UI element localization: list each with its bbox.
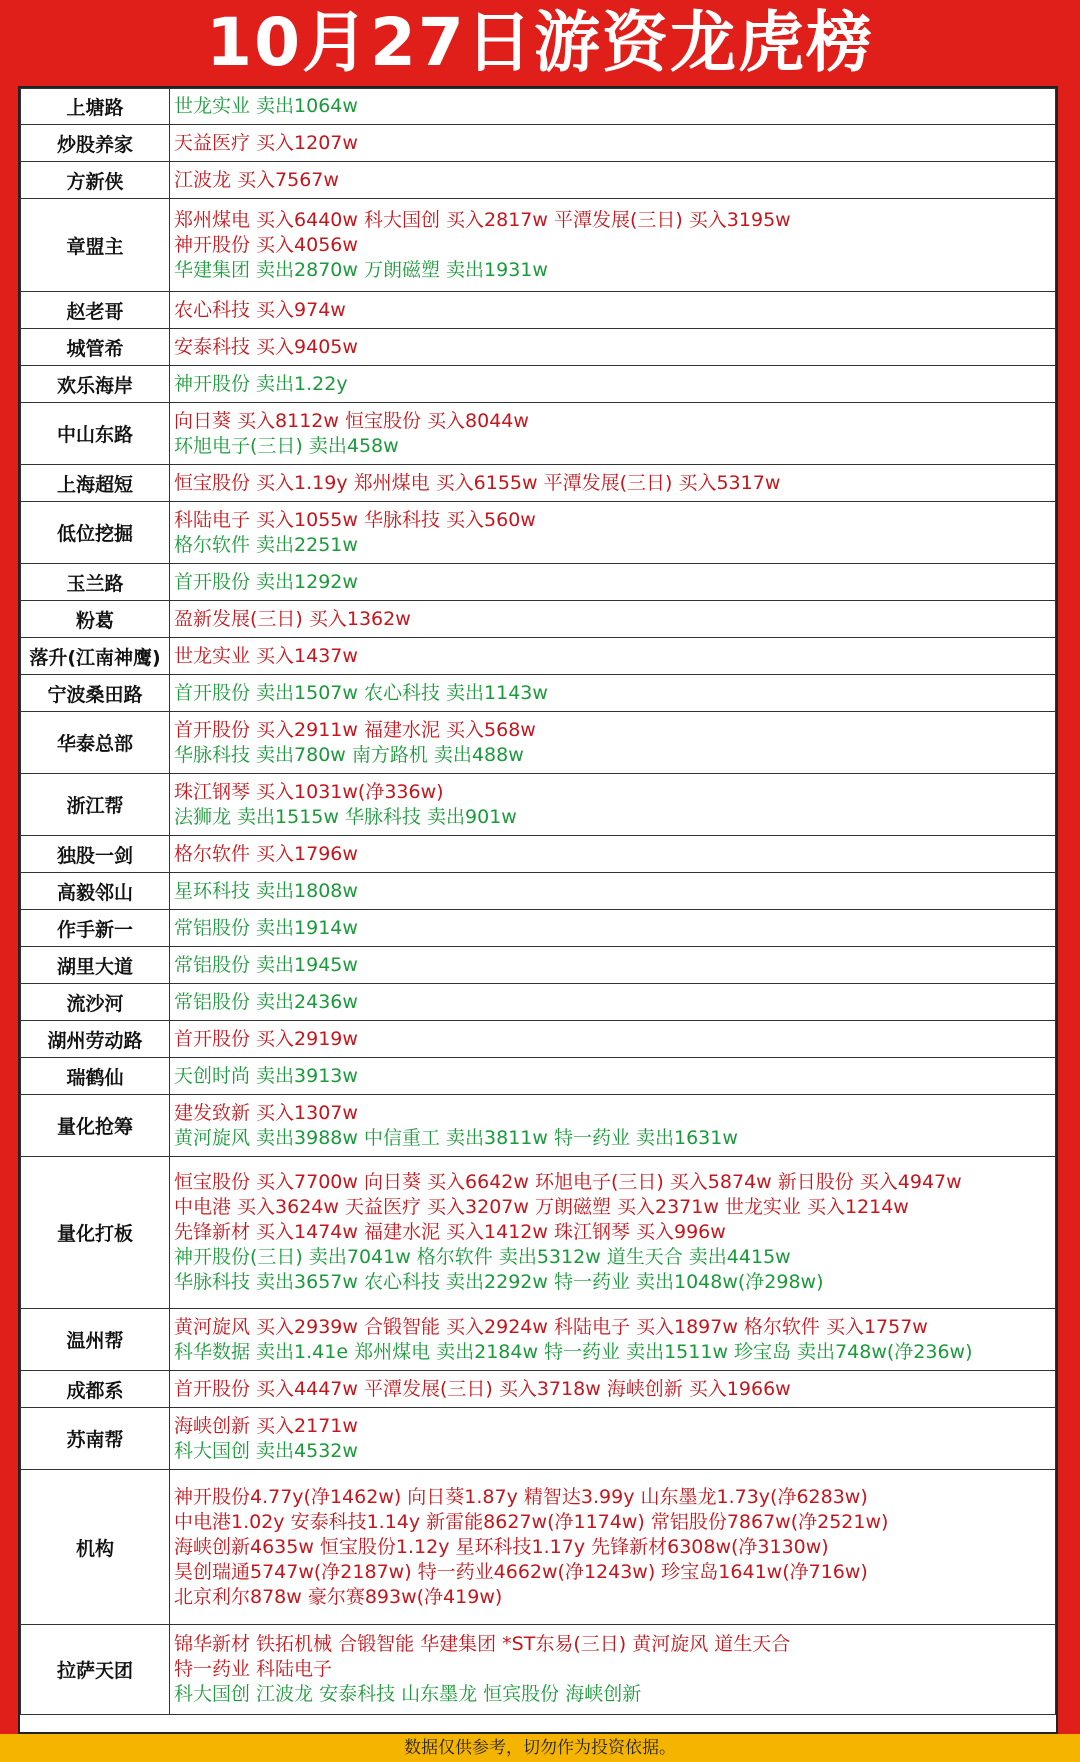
trader-name: 章盟主	[21, 199, 170, 292]
buy-line: 先锋新材 买入1474w 福建水泥 买入1412w 珠江钢琴 买入996w	[174, 1221, 726, 1243]
sell-line: 黄河旋风 卖出3988w 中信重工 卖出3811w 特一药业 卖出1631w	[174, 1126, 738, 1149]
trade-details	[170, 873, 1056, 910]
sell-line: 首开股份 卖出1507w 农心科技 卖出1143w	[174, 681, 548, 704]
trade-details	[170, 329, 1056, 366]
buy-line: 首开股份 买入2911w 福建水泥 买入568w	[174, 718, 536, 741]
buy-line: 北京利尔878w 豪尔赛893w(净419w)	[174, 1585, 503, 1608]
trade-details	[170, 125, 1056, 162]
trade-details	[170, 836, 1056, 873]
sell-line: 华建集团 卖出2870w 万朗磁塑 卖出1931w	[174, 258, 548, 281]
sell-line: 科大国创 江波龙 安泰科技 山东墨龙 恒宾股份 海峡创新	[174, 1683, 642, 1705]
trader-name: 粉葛	[21, 601, 170, 638]
table-row	[21, 366, 1056, 403]
sell-line: 华脉科技 卖出3657w 农心科技 卖出2292w 特一药业 卖出1048w(净298w)	[174, 1271, 824, 1293]
page-title: 10月27日游资龙虎榜	[206, 4, 874, 81]
trader-name: 量化打板	[21, 1157, 170, 1309]
sell-line: 法狮龙 卖出1515w 华脉科技 卖出901w	[174, 805, 517, 828]
trade-details	[170, 162, 1056, 199]
trade-details	[170, 89, 1056, 125]
trade-details	[170, 910, 1056, 947]
trader-name: 玉兰路	[21, 564, 170, 601]
trade-details	[170, 601, 1056, 638]
sell-line: 格尔软件 卖出2251w	[174, 533, 358, 556]
buy-line: 安泰科技 买入9405w	[174, 335, 358, 358]
trader-table-body	[21, 89, 1056, 1715]
trade-details	[170, 1371, 1056, 1408]
trader-name: 浙江帮	[21, 774, 170, 836]
buy-line: 珠江钢琴 买入1031w(净336w)	[174, 780, 444, 803]
table-row	[21, 675, 1056, 712]
buy-line: 神开股份4.77y(净1462w) 向日葵1.87y 精智达3.99y 山东墨龙1.73y(净6283w)	[174, 1485, 868, 1508]
sell-line: 环旭电子(三日) 卖出458w	[174, 434, 399, 457]
trader-name: 湖里大道	[21, 947, 170, 984]
trader-name: 苏南帮	[21, 1408, 170, 1470]
sell-line: 华脉科技 卖出780w 南方路机 卖出488w	[174, 743, 524, 766]
table-row	[21, 1625, 1056, 1715]
buy-line: 首开股份 买入2919w	[174, 1027, 358, 1050]
trade-details	[170, 1021, 1056, 1058]
trader-name: 瑞鹤仙	[21, 1058, 170, 1095]
trader-table	[20, 88, 1056, 1715]
trade-details	[170, 774, 1056, 836]
sell-line: 神开股份(三日) 卖出7041w 格尔软件 卖出5312w 道生天合 卖出4415w	[174, 1246, 791, 1268]
trade-details	[170, 1470, 1056, 1625]
trader-name: 方新侠	[21, 162, 170, 199]
buy-line: 特一药业 科陆电子	[174, 1658, 333, 1680]
table-row	[21, 199, 1056, 292]
trader-name: 成都系	[21, 1371, 170, 1408]
table-row	[21, 564, 1056, 601]
trade-details	[170, 1309, 1056, 1371]
buy-line: 锦华新材 铁拓机械 合锻智能 华建集团 *ST东易(三日) 黄河旋风 道生天合	[174, 1633, 791, 1655]
table-row	[21, 836, 1056, 873]
table-row	[21, 465, 1056, 502]
trader-name: 机构	[21, 1470, 170, 1625]
trader-name: 低位挖掘	[21, 502, 170, 564]
table-row	[21, 89, 1056, 125]
table-row	[21, 712, 1056, 774]
trader-name: 上塘路	[21, 89, 170, 125]
trader-name: 中山东路	[21, 403, 170, 465]
trader-name: 赵老哥	[21, 292, 170, 329]
disclaimer: 数据仅供参考，切勿作为投资依据。	[0, 1734, 1080, 1762]
sell-line: 常铝股份 卖出2436w	[174, 990, 358, 1013]
trader-name: 量化抢筹	[21, 1095, 170, 1157]
trade-details	[170, 712, 1056, 774]
buy-line: 恒宝股份 买入1.19y 郑州煤电 买入6155w 平潭发展(三日) 买入5317w	[174, 471, 781, 494]
trade-details	[170, 984, 1056, 1021]
table-row	[21, 774, 1056, 836]
buy-line: 中电港 买入3624w 天益医疗 买入3207w 万朗磁塑 买入2371w 世龙实业 买入1214w	[174, 1196, 909, 1218]
table-row	[21, 162, 1056, 199]
buy-line: 海峡创新4635w 恒宝股份1.12y 星环科技1.17y 先锋新材6308w(净3130w)	[174, 1535, 829, 1558]
table-row	[21, 638, 1056, 675]
buy-line: 郑州煤电 买入6440w 科大国创 买入2817w 平潭发展(三日) 买入3195w	[174, 208, 791, 231]
trader-name: 上海超短	[21, 465, 170, 502]
table-row	[21, 502, 1056, 564]
sell-line: 世龙实业 卖出1064w	[174, 95, 358, 117]
table-row	[21, 1408, 1056, 1470]
trader-name: 城管希	[21, 329, 170, 366]
table-row	[21, 873, 1056, 910]
trade-details	[170, 675, 1056, 712]
trade-details	[170, 366, 1056, 403]
buy-line: 向日葵 买入8112w 恒宝股份 买入8044w	[174, 409, 529, 432]
dragon-tiger-board	[18, 86, 1058, 1734]
buy-line: 天益医疗 买入1207w	[174, 131, 358, 154]
trade-details	[170, 1157, 1056, 1309]
buy-line: 黄河旋风 买入2939w 合锻智能 买入2924w 科陆电子 买入1897w 格尔软件 买入1757w	[174, 1315, 928, 1338]
trader-name: 湖州劳动路	[21, 1021, 170, 1058]
sell-line: 科华数据 卖出1.41e 郑州煤电 卖出2184w 特一药业 卖出1511w 珍宝岛 卖出748w(净236w)	[174, 1340, 973, 1363]
buy-line: 建发致新 买入1307w	[174, 1101, 358, 1124]
buy-line: 江波龙 买入7567w	[174, 168, 339, 191]
trader-name: 炒股养家	[21, 125, 170, 162]
trade-details	[170, 1408, 1056, 1470]
table-row	[21, 329, 1056, 366]
trade-details	[170, 564, 1056, 601]
sell-line: 常铝股份 卖出1914w	[174, 916, 358, 939]
sell-line: 首开股份 卖出1292w	[174, 570, 358, 593]
trade-details	[170, 199, 1056, 292]
trade-details	[170, 1058, 1056, 1095]
trader-name: 温州帮	[21, 1309, 170, 1371]
trade-details	[170, 403, 1056, 465]
trade-details	[170, 1625, 1056, 1715]
table-row	[21, 910, 1056, 947]
table-row	[21, 125, 1056, 162]
table-row	[21, 292, 1056, 329]
table-row	[21, 984, 1056, 1021]
table-row	[21, 1309, 1056, 1371]
trader-name: 华泰总部	[21, 712, 170, 774]
table-row	[21, 947, 1056, 984]
sell-line: 天创时尚 卖出3913w	[174, 1064, 358, 1087]
buy-line: 中电港1.02y 安泰科技1.14y 新雷能8627w(净1174w) 常铝股份7867w(净2521w)	[174, 1510, 889, 1533]
sell-line: 星环科技 卖出1808w	[174, 879, 358, 902]
table-row	[21, 1470, 1056, 1625]
trader-name: 流沙河	[21, 984, 170, 1021]
buy-line: 世龙实业 买入1437w	[174, 644, 358, 667]
trader-name: 独股一剑	[21, 836, 170, 873]
trader-name: 宁波桑田路	[21, 675, 170, 712]
trade-details	[170, 947, 1056, 984]
table-row	[21, 1021, 1056, 1058]
buy-line: 昊创瑞通5747w(净2187w) 特一药业4662w(净1243w) 珍宝岛1641w(净716w)	[174, 1560, 868, 1583]
table-row	[21, 1095, 1056, 1157]
buy-line: 农心科技 买入974w	[174, 298, 346, 321]
table-row	[21, 1058, 1056, 1095]
trader-name: 高毅邻山	[21, 873, 170, 910]
table-row	[21, 403, 1056, 465]
trade-details	[170, 1095, 1056, 1157]
table-row	[21, 1371, 1056, 1408]
table-row	[21, 601, 1056, 638]
buy-line: 恒宝股份 买入7700w 向日葵 买入6642w 环旭电子(三日) 买入5874w 新日股份 买入4947w	[174, 1171, 962, 1193]
trader-name: 落升(江南神鹰)	[21, 638, 170, 675]
sell-line: 科大国创 卖出4532w	[174, 1439, 358, 1462]
trade-details	[170, 465, 1056, 502]
buy-line: 海峡创新 买入2171w	[174, 1414, 358, 1437]
sell-line: 常铝股份 卖出1945w	[174, 953, 358, 976]
table-row	[21, 1157, 1056, 1309]
trade-details	[170, 502, 1056, 564]
sell-line: 神开股份 卖出1.22y	[174, 372, 348, 395]
buy-line: 神开股份 买入4056w	[174, 233, 358, 256]
buy-line: 盈新发展(三日) 买入1362w	[174, 607, 411, 630]
trade-details	[170, 638, 1056, 675]
buy-line: 科陆电子 买入1055w 华脉科技 买入560w	[174, 508, 536, 531]
buy-line: 格尔软件 买入1796w	[174, 842, 358, 865]
trade-details	[170, 292, 1056, 329]
trader-name: 欢乐海岸	[21, 366, 170, 403]
buy-line: 首开股份 买入4447w 平潭发展(三日) 买入3718w 海峡创新 买入1966w	[174, 1377, 791, 1400]
trader-name: 拉萨天团	[21, 1625, 170, 1715]
trader-name: 作手新一	[21, 910, 170, 947]
